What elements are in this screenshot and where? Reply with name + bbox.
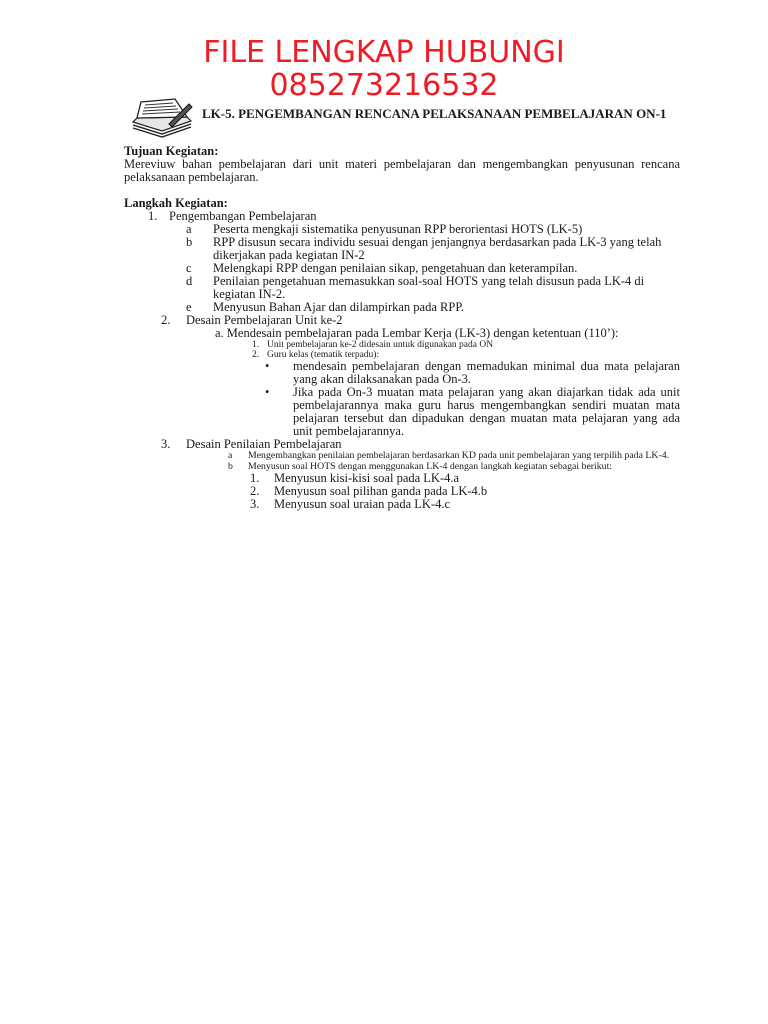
section-2-title: Desain Pembelajaran Unit ke-2 [186, 313, 343, 327]
section-1-title: Pengembangan Pembelajaran [169, 209, 317, 223]
list-item: 3. Menyusun soal uraian pada LK-4.c [250, 497, 450, 511]
list-item: b Menyusun soal HOTS dengan menggunakan LK-4 dengan langkah kegiatan sebagai berikut: [228, 460, 613, 472]
section-2-marker: 2. [161, 313, 171, 327]
list-item: d Penilaian pengetahuan memasukkan soal-soal HOTS yang telah disusun pada LK-4 di kegiatan IN-2. [186, 274, 645, 301]
document-title: LK-5. PENGEMBANGAN RENCANA PELAKSANAAN PEMBELAJARAN ON-1 [202, 106, 667, 121]
langkah-heading: Langkah Kegiatan: [124, 196, 228, 210]
section-1-marker: 1. [148, 209, 158, 223]
bullet-item: • mendesain pembelajaran dengan memadukan minimal dua mata pelajaran yang akan dilaksanakan pada On-3. [265, 359, 680, 386]
tujuan-heading: Tujuan Kegiatan: [124, 144, 219, 158]
banner-line-1: FILE LENGKAP HUBUNGI [203, 35, 565, 70]
list-item: 1. Menyusun kisi-kisi soal pada LK-4.a [250, 471, 460, 485]
list-item: 1. Unit pembelajaran ke-2 didesain untuk digunakan pada ON [252, 340, 494, 350]
list-item: 2. Guru kelas (tematik terpadu): [252, 350, 380, 360]
bullet-icon: • [265, 359, 270, 373]
list-item: b RPP disusun secara individu sesuai dengan jenjangnya berdasarkan pada LK-3 yang telah dikerjakan pada kegiatan IN-2 [186, 235, 662, 262]
list-item: e Menyusun Bahan Ajar dan dilampirkan pada RPP. [186, 300, 465, 314]
bullet-item: • Jika pada On-3 muatan mata pelajaran yang akan diajarkan tidak ada unit pembelajarannya maka guru harus mengembangkan sendiri muatan mata pelajaran tersebut dan dipadukan dengan muatan mata pelajaran yang ada unit pembelajarannya. [265, 385, 680, 438]
bullet-list [124, 360, 680, 438]
paper-stack-icon [129, 98, 195, 138]
list-item: a Peserta mengkaji sistematika penyusunan RPP berorientasi HOTS (LK-5) [186, 222, 583, 236]
section-3-title: Desain Penilaian Pembelajaran [186, 437, 342, 451]
bullet-icon: • [265, 385, 270, 399]
list-item: 2. Menyusun soal pilihan ganda pada LK-4.b [250, 484, 488, 498]
tujuan-text: Mereviuw bahan pembelajaran dari unit materi pembelajaran dan mengembangkan penyusunan rencana pelaksanaan pembelajaran. [124, 157, 680, 184]
banner-line-2: 085273216532 [269, 68, 499, 103]
document-body [124, 145, 680, 511]
list-item: c Melengkapi RPP dengan penilaian sikap, pengetahuan dan keterampilan. [186, 261, 578, 275]
section-2-item-a: a. Mendesain pembelajaran pada Lembar Kerja (LK-3) dengan ketentuan (110’): [215, 326, 619, 340]
section-3-marker: 3. [161, 437, 171, 451]
contact-banner [0, 36, 768, 102]
list-item: a Mengembangkan penilaian pembelajaran berdasarkan KD pada unit pembelajaran yang terpilih pada LK-4. [228, 450, 670, 461]
